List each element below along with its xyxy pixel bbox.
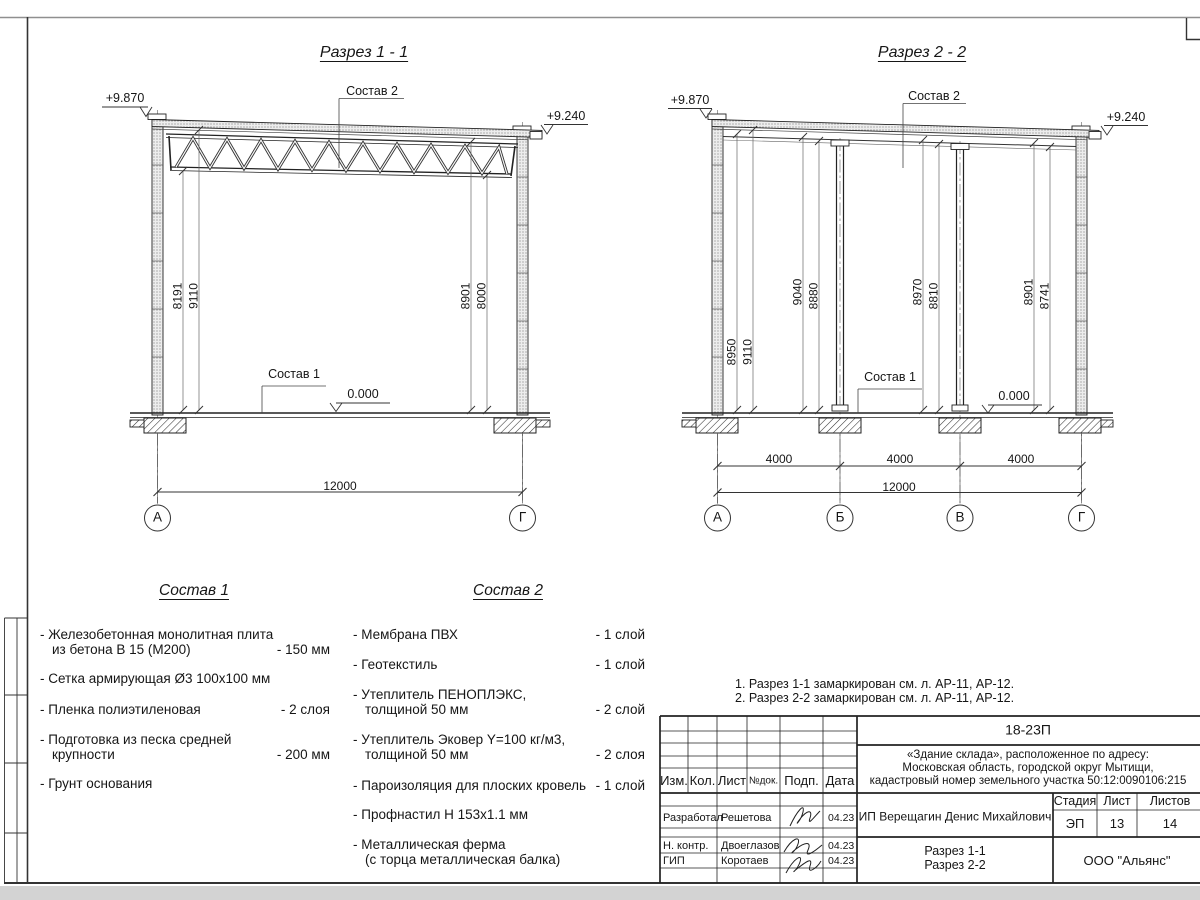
stamp-col-list: Лист	[717, 772, 747, 788]
sostav1-item2-line1: - Сетка армирующая Ø3 100х100 мм	[40, 671, 271, 686]
section2-dim-8901: 8901	[1021, 278, 1036, 306]
section2-dim-9110: 9110	[740, 339, 755, 365]
section2-floor	[682, 413, 1113, 433]
stamp-row1-role: Разработал	[663, 812, 723, 824]
stamp-col-data: Дата	[825, 772, 855, 788]
section2-elev-left: +9.870	[670, 93, 710, 107]
section2-axis-bubbles	[705, 505, 1095, 531]
section2-axis-a: А	[712, 509, 723, 525]
sostav2-item1-value: - 1 слой	[595, 627, 645, 642]
section2-dim-8950: 8950	[724, 338, 739, 366]
section1-elevation-marks	[102, 107, 588, 412]
stamp-sheets-label: Листов	[1149, 793, 1191, 808]
section2-drawing	[668, 104, 1148, 532]
sostav1-item1-value: - 150 мм	[276, 642, 330, 657]
section2-dim-total: 12000	[882, 480, 916, 494]
stamp-col-kol: Кол.	[689, 772, 716, 788]
note-line2: 2. Разрез 2-2 замаркирован см. л. АР-11, АР-12.	[735, 691, 1015, 705]
stamp-sheets-value: 14	[1162, 815, 1178, 831]
stamp-stage-label: Стадия	[1053, 793, 1097, 808]
sostav2-item5-line1: - Пароизоляция для плоских кровель	[353, 778, 587, 793]
sostav2-item7-line2: (с торца металлическая балка)	[365, 852, 561, 867]
section2-title: Разрез 2 - 2	[877, 44, 967, 61]
stamp-row1-name: Решетова	[721, 812, 772, 824]
signatures	[784, 808, 822, 873]
sostav1-item4-value: - 200 мм	[276, 747, 330, 762]
sostav1-item4-line1: - Подготовка из песка средней	[40, 732, 232, 747]
signature-nkontr	[784, 839, 822, 854]
note-line1: 1. Разрез 1-1 замаркирован см. л. АР-11, АР-12.	[735, 677, 1015, 691]
section2-floor-callout: Состав 1	[864, 370, 916, 384]
sostav2-item2-line1: - Геотекстиль	[353, 657, 438, 672]
sostav2-item1-line1: - Мембрана ПВХ	[353, 627, 458, 642]
sostav1-item3-line1: - Пленка полиэтиленовая	[40, 702, 201, 717]
stamp-doc-number: 18-23П	[1005, 721, 1051, 738]
stamp-project-line3: кадастровый номер земельного участка 50:12:0090106:215	[869, 775, 1187, 787]
section1-dim-8191: 8191	[170, 282, 185, 310]
stamp-company: ООО "Альянс"	[1083, 852, 1171, 868]
stamp-stage-value: ЭП	[1065, 815, 1085, 831]
section2-roof	[712, 120, 1101, 151]
sostav2-item5-value: - 1 слой	[595, 778, 645, 793]
section2-dim-span2: 4000	[886, 452, 914, 466]
stamp-client: ИП Верещагин Денис Михайлович	[858, 809, 1052, 824]
stamp-row3-name: Коротаев	[721, 855, 769, 867]
sostav2-item3-line1: - Утеплитель ПЕНОПЛЭКС,	[353, 687, 527, 702]
stamp-col-ndoc: №док.	[748, 775, 779, 787]
stamp-project-line2: Московская область, городской округ Мытищи,	[902, 762, 1154, 774]
sostav1-item1-line2: из бетона В 15 (М200)	[52, 642, 191, 657]
stamp-row2-date: 04.23	[828, 840, 855, 852]
section1-dim-total: 12000	[323, 479, 357, 493]
sostav2-item3-line2: толщиной 50 мм	[365, 702, 469, 717]
section2-elev-right: +9.240	[1106, 110, 1146, 124]
sostav2-item6-line1: - Профнастил Н 153х1.1 мм	[353, 807, 528, 822]
signature-gip	[786, 858, 821, 873]
section1-dim-8000: 8000	[474, 282, 489, 310]
sostav2-item4-value: - 2 слоя	[595, 747, 645, 762]
section2-dim-span1: 4000	[765, 452, 793, 466]
section1-title: Разрез 1 - 1	[319, 44, 409, 61]
section2-dim-8741: 8741	[1037, 282, 1052, 310]
section1-callout-leaders	[262, 99, 404, 414]
section1-axis-a: А	[152, 509, 163, 525]
section2-dim-8810: 8810	[926, 282, 941, 310]
stamp-sheet-value: 13	[1109, 815, 1125, 831]
stamp-row1-date: 04.23	[828, 812, 855, 824]
section1-dim-8901: 8901	[458, 282, 473, 310]
page-edge-shadow	[0, 886, 1200, 900]
signature-razrabotal	[790, 808, 820, 826]
section2-axis-v: В	[955, 509, 965, 525]
section1-elev-right: +9.240	[546, 109, 586, 123]
section2-axis-lines	[718, 110, 1082, 504]
section1-roof	[152, 120, 542, 140]
sostav2-title: Состав 2	[473, 582, 543, 599]
stamp-row2-role: Н. контр.	[663, 840, 709, 852]
section2-elev-zero: 0.000	[998, 389, 1030, 403]
section2-dim-8880: 8880	[806, 282, 821, 310]
section1-elev-zero: 0.000	[347, 387, 379, 401]
sostav2-item7-line1: - Металлическая ферма	[353, 837, 506, 852]
stamp-title-line1: Разрез 1-1	[924, 844, 986, 859]
sostav2-item3-value: - 2 слой	[595, 702, 645, 717]
section2-axis-g: Г	[1077, 509, 1086, 525]
stamp-row3-date: 04.23	[828, 855, 855, 867]
stamp-title-line2: Разрез 2-2	[924, 858, 986, 873]
section2-axis-b: Б	[835, 509, 845, 525]
section2-callout-leaders	[858, 104, 966, 414]
stamp-row3-role: ГИП	[663, 855, 685, 867]
section1-truss	[166, 134, 518, 178]
stamp-project-line1: «Здание склада», расположенное по адресу:	[907, 749, 1149, 761]
section1-elev-left: +9.870	[105, 91, 145, 105]
section1-dim-9110: 9110	[186, 283, 201, 309]
section1-axis-bubbles	[145, 505, 536, 531]
section2-dim-9040: 9040	[790, 278, 805, 306]
sostav1-item4-line2: крупности	[52, 747, 115, 762]
stamp-col-podp: Подп.	[784, 772, 819, 788]
section2-roof-callout: Состав 2	[908, 89, 960, 103]
section1-axis-g: Г	[518, 509, 527, 525]
section1-drawing	[102, 99, 588, 532]
sostav1-item5-line1: - Грунт основания	[40, 776, 153, 791]
sostav1-item1-line1: - Железобетонная монолитная плита	[40, 627, 274, 642]
stamp-col-izm: Изм.	[660, 772, 688, 788]
sostav1-item3-value: - 2 слоя	[280, 702, 330, 717]
section1-floor-callout: Состав 1	[268, 367, 320, 381]
section1-roof-callout: Состав 2	[346, 84, 398, 98]
section2-dim-8970: 8970	[910, 278, 925, 306]
section1-floor	[130, 413, 550, 433]
sostav2-item4-line2: толщиной 50 мм	[365, 747, 469, 762]
sostav1-title: Состав 1	[159, 582, 229, 599]
sostav2-item4-line1: - Утеплитель Эковер Y=100 кг/м3,	[353, 732, 566, 747]
stamp-row2-name: Двоеглазов	[721, 840, 780, 852]
section2-dim-span3: 4000	[1007, 452, 1035, 466]
stamp-sheet-label: Лист	[1103, 793, 1131, 808]
sostav2-item2-value: - 1 слой	[595, 657, 645, 672]
